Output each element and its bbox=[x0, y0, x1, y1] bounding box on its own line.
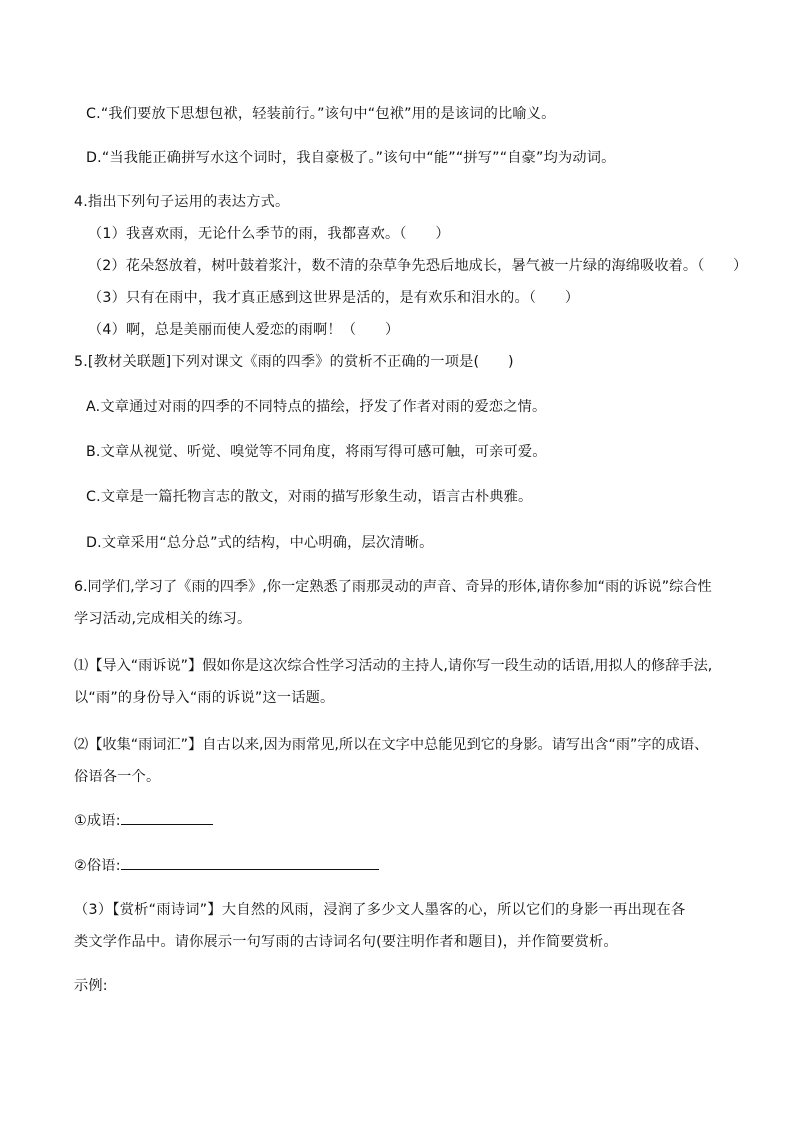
saying-label: ②俗语: bbox=[74, 858, 121, 874]
q4-item-1: （1）我喜欢雨，无论什么季节的雨，我都喜欢。（ ） bbox=[88, 226, 450, 242]
q6-part3-line-2: 类文学作品中。请你展示一句写雨的古诗词名句(要注明作者和题目)，并作简要赏析。 bbox=[74, 934, 618, 950]
q6-part2-line-1: ⑵【收集“雨词汇”】自古以来,因为雨常见,所以在文字中总能见到它的身影。请写出含“雨”字的成语、 bbox=[74, 737, 709, 753]
q5-option-d: D.文章采用“总分总”式的结构，中心明确，层次清晰。 bbox=[86, 535, 434, 551]
q5-option-b: B.文章从视觉、听觉、嗅觉等不同角度，将雨写得可感可触，可亲可爱。 bbox=[86, 444, 547, 460]
q6-part1-line-1: ⑴【导入“雨诉说”】假如你是这次综合性学习活动的主持人,请你写一段生动的话语,用拟人的修辞手法, bbox=[74, 658, 713, 674]
q6-stem-line-1: 6.同学们,学习了《雨的四季》,你一定熟悉了雨那灵动的声音、奇异的形体,请你参加“雨的诉说”综合性 bbox=[74, 579, 712, 595]
q6-part2-line-2: 俗语各一个。 bbox=[74, 769, 161, 785]
q6-part3-line-1: （3）【赏析“雨诗词”】大自然的风雨，浸润了多少文人墨客的心，所以它们的身影一再出现在各 bbox=[74, 902, 686, 918]
q4-item-3: （3）只有在雨中，我才真正感到这世界是活的，是有欢乐和泪水的。（ ） bbox=[88, 290, 580, 306]
idiom-label: ①成语: bbox=[74, 813, 121, 829]
idiom-answer-blank[interactable] bbox=[121, 810, 213, 825]
q3-option-c: C.“我们要放下思想包袱，轻装前行。”该句中“包袱”用的是该词的比喻义。 bbox=[86, 106, 556, 122]
q4-item-4: （4）啊，总是美丽而使人爱恋的雨啊！（ ） bbox=[88, 322, 400, 338]
q5-option-c: C.文章是一篇托物言志的散文，对雨的描写形象生动，语言古朴典雅。 bbox=[86, 489, 533, 505]
q3-option-d: D.“当我能正确拼写水这个词时，我自豪极了。”该句中“能”“拼写”“自豪”均为动词。 bbox=[86, 150, 616, 166]
q5-stem: 5.[教材关联题]下列对课文《雨的四季》的赏析不正确的一项是( ) bbox=[74, 354, 514, 370]
q5-option-a: A.文章通过对雨的四季的不同特点的描绘，抒发了作者对雨的爱恋之情。 bbox=[86, 399, 547, 415]
saying-answer-blank[interactable] bbox=[121, 855, 379, 870]
q6-stem-line-2: 学习活动,完成相关的练习。 bbox=[74, 611, 252, 627]
saying-row bbox=[74, 855, 379, 876]
idiom-row bbox=[74, 810, 213, 831]
q4-stem: 4.指出下列句子运用的表达方式。 bbox=[74, 194, 290, 210]
q4-item-2: （2）花朵怒放着，树叶鼓着浆汁，数不清的杂草争先恐后地成长，暑气被一片绿的海绵吸收着。（ ） bbox=[88, 258, 748, 274]
q6-part1-line-2: 以“雨”的身份导入“雨的诉说”这一话题。 bbox=[74, 690, 335, 706]
example-label: 示例: bbox=[74, 978, 108, 994]
